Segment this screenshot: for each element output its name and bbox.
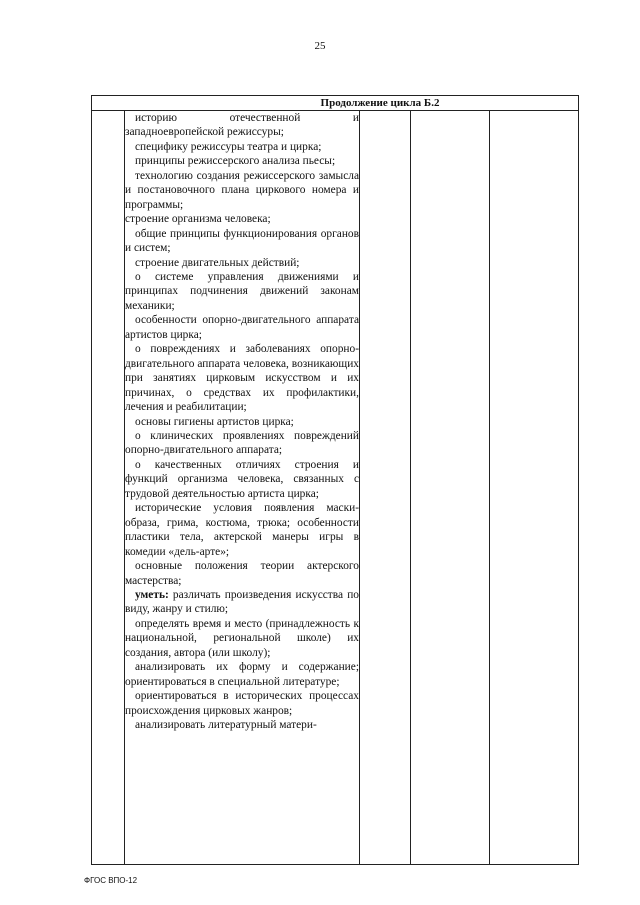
list-item: особенности опорно-двигательного аппарата артистов цирка; [125, 314, 359, 341]
column-divider [410, 111, 411, 864]
list-item: историю отечественной и западноевропейской режиссуры; [125, 112, 359, 139]
table-header-text: Продолжение цикла Б.2 [320, 97, 440, 109]
list-item: о повреждениях и заболеваниях опорно-двигательного аппарата человека, возникающих при занятиях цирковым искусством и их причинах, о средствах их профилактики, лечения и реабилитации; [125, 343, 359, 414]
list-item: общие принципы функционирования органов и систем; [125, 227, 359, 255]
list-item: о системе управления движениями и принципах подчинения движений законам механики; [125, 270, 359, 312]
list-item: строение организма человека; [125, 213, 271, 226]
list-item: принципы режиссерского анализа пьесы; [135, 155, 336, 168]
page-number: 25 [314, 40, 326, 52]
column-divider [359, 111, 360, 864]
list-item: специфику режиссуры театра и цирка; [135, 140, 322, 153]
list-item: исторические условия появления маски-образа, грима, костюма, трюка; особенности пластики тела, актерской манеры игры в комедии «дель-арте»; [125, 502, 359, 558]
curriculum-table [91, 95, 579, 865]
column-divider [489, 111, 490, 864]
list-item: о качественных отличиях строения и функций организма человека, связанных с трудовой деятельностью артиста цирка; [125, 458, 359, 500]
list-item: технологию создания режиссерского замысла и постановочного плана циркового номера и программы; [125, 169, 359, 211]
list-item: основные положения теории актерского мастерства; [125, 560, 359, 587]
list-item: анализировать литературный матери- [135, 719, 317, 732]
list-item: анализировать их форму и содержание; ориентироваться в специальной литературе; [125, 661, 359, 688]
list-item: основы гигиены артистов цирка; [135, 415, 294, 428]
list-item: о клинических проявлениях повреждений опорно-двигательного аппарата; [125, 429, 359, 457]
table-header [92, 96, 578, 111]
list-item [125, 588, 359, 617]
competency-text [125, 111, 359, 732]
list-item: определять время и место (принадлежность к национальной, региональной школе) их создания, автора (или школу); [125, 617, 359, 659]
list-item: строение двигательных действий; [135, 256, 300, 269]
footer-code: ФГОС ВПО-12 [84, 876, 138, 885]
umet-label: уметь: [135, 588, 169, 601]
list-item: ориентироваться в исторических процессах происхождения цирковых жанров; [125, 690, 359, 717]
umet-text: различать произведения искусства по виду, жанру и стилю; [125, 588, 359, 616]
